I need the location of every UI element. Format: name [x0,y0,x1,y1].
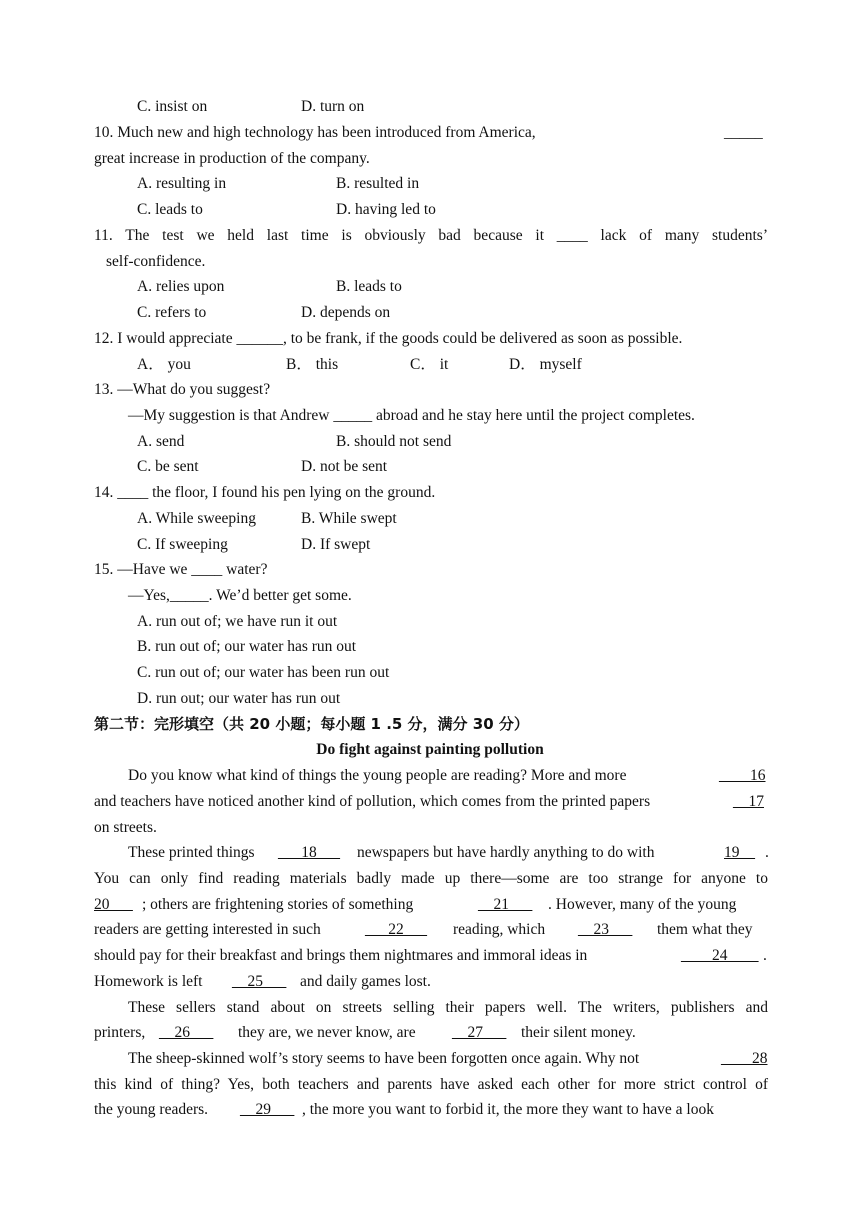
p2-line3a: ; others are frightening stories of something [142,896,414,913]
blank-22: ___22___ [365,921,427,938]
q10-option-a: A. resulting in [137,175,227,192]
p4-line3a: the young readers. [94,1101,209,1118]
q14-option-c: C. If sweeping [137,536,228,553]
q13-option-d: D. not be sent [301,458,388,475]
q15-stem: 15. —Have we ____ water? [94,561,268,578]
blank-21: __21___ [478,896,533,913]
q15-option-a: A. run out of; we have run it out [137,613,338,630]
q14-option-a: A. While sweeping [137,510,256,527]
q11-option-a: A. relies upon [137,278,225,295]
q11-option-d: D. depends on [301,304,391,321]
p4-line3b: , the more you want to forbid it, the more they want to have a look [302,1101,714,1118]
passage-title: Do fight against painting pollution [316,741,544,758]
p4-line1a: The sheep-skinned wolf’s story seems to have been forgotten once again. Why not [128,1050,640,1067]
p2-line4a: readers are getting interested in such [94,921,321,938]
p2-line1c: . [765,844,769,861]
q10-blank: _____ [724,124,763,141]
p2-line6a: Homework is left [94,973,203,990]
p2-line6b: and daily games lost. [300,973,431,990]
q13-option-a: A. send [137,433,185,450]
p3-line2a: printers, [94,1024,146,1041]
blank-25: __25___ [232,973,287,990]
blank-29: __29___ [240,1101,295,1118]
p2-line3b: . However, many of the young [548,896,737,913]
q10-option-c: C. leads to [137,201,203,218]
q15-option-b: B. run out of; our water has run out [137,638,357,655]
p2-line1b: newspapers but have hardly anything to do with [357,844,655,861]
blank-26: __26___ [159,1024,214,1041]
p1-line2: and teachers have noticed another kind of pollution, which comes from the printed papers [94,793,651,810]
q13-option-b: B. should not send [336,433,452,450]
blank-27: __27___ [452,1024,507,1041]
blank-20: 20___ [94,896,133,913]
q9-option-d: D. turn on [301,98,365,115]
q12-option-b: B． this [286,356,339,373]
q10-option-d: D. having led to [336,201,436,218]
p2-line2: You can only find reading materials badly made up there—some are too strange for anyone to [94,870,768,887]
blank-16: ____16 [719,767,766,784]
q12-option-d: D． myself [509,356,582,373]
q10-stem: 10. Much new and high technology has been introduced from America, [94,124,536,141]
blank-19: 19__ [724,844,755,861]
q12-stem: 12. I would appreciate ______, to be frank, if the goods could be delivered as soon as possible. [94,330,683,347]
p2-line5a: should pay for their breakfast and brings them nightmares and immoral ideas in [94,947,588,964]
q13-stem: 13. —What do you suggest? [94,381,271,398]
q10-stem-cont: great increase in production of the company. [94,150,370,167]
p3-line2b: they are, we never know, are [238,1024,416,1041]
p1-line3: on streets. [94,819,157,836]
q12-option-c: C． it [410,356,449,373]
q15-option-d: D. run out; our water has run out [137,690,341,707]
q11-stem-cont: self-confidence. [106,253,206,270]
blank-28: ____28 [721,1050,768,1067]
p2-line5b: . [763,947,767,964]
q14-stem: 14. ____ the floor, I found his pen lying on the ground. [94,484,436,501]
q14-option-d: D. If swept [301,536,371,553]
q9-option-c: C. insist on [137,98,208,115]
blank-24: ____24____ [681,947,759,964]
q13-option-c: C. be sent [137,458,199,475]
q14-option-b: B. While swept [301,510,397,527]
q13-stem-cont: —My suggestion is that Andrew _____ abroad and he stay here until the project completes. [128,407,695,424]
p2-line1a: These printed things [128,844,255,861]
q10-option-b: B. resulted in [336,175,420,192]
q15-stem-cont: —Yes,_____. We’d better get some. [128,587,352,604]
q12-option-a: A． you [137,356,191,373]
p2-line4c: them what they [657,921,753,938]
q15-option-c: C. run out of; our water has been run out [137,664,390,681]
p3-line1: These sellers stand about on streets selling their papers well. The writers, publishers and [128,999,768,1016]
p4-line2: this kind of thing? Yes, both teachers and parents have asked each other for more strict control of [94,1076,768,1093]
p3-line2c: their silent money. [521,1024,636,1041]
blank-23: __23___ [578,921,633,938]
p1-line1: Do you know what kind of things the young people are reading? More and more [128,767,627,784]
q11-stem: 11. The test we held last time is obviously bad because it ____ lack of many students’ [94,227,768,244]
blank-18: ___18___ [278,844,340,861]
section-heading: 第二节：完形填空（共 20 小题；每小题 1 .5 分，满分 30 分） [94,715,529,733]
q11-option-c: C. refers to [137,304,207,321]
blank-17: __17 [733,793,764,810]
p2-line4b: reading, which [453,921,546,938]
q11-option-b: B. leads to [336,278,402,295]
